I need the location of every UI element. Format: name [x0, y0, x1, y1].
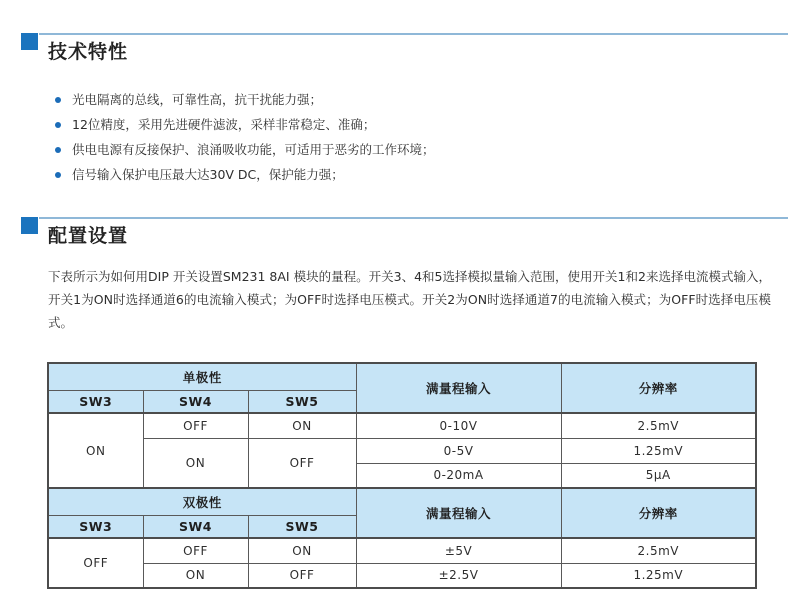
col-header-sw3: SW3	[48, 390, 143, 413]
feature-item	[55, 168, 435, 181]
cell-input-range: ±5V	[356, 538, 561, 563]
col-header-sw4: SW4	[143, 515, 248, 538]
col-header-sw5: SW5	[248, 515, 356, 538]
cell-input-range: 0-5V	[356, 438, 561, 463]
cell-sw4-state: OFF	[143, 413, 248, 438]
feature-item	[55, 93, 435, 106]
cell-sw5-state: OFF	[248, 563, 356, 588]
cell-input-range: ±2.5V	[356, 563, 561, 588]
feature-item	[55, 118, 435, 131]
col-header-sw4: SW4	[143, 390, 248, 413]
section-rule-line	[39, 33, 788, 35]
feature-text: 12位精度，采用先进硬件滤波，采样非常稳定、准确；	[72, 117, 376, 132]
cell-sw4-state: OFF	[143, 538, 248, 563]
dip-switch-table	[47, 362, 757, 589]
bullet-dot-icon	[55, 172, 61, 178]
group-header-bipolar: 双极性	[48, 488, 356, 515]
cell-sw3-state: OFF	[48, 538, 143, 588]
cell-sw5-state: OFF	[248, 438, 356, 488]
section-header-features	[0, 33, 800, 63]
bullet-dot-icon	[55, 122, 61, 128]
cell-sw4-state: ON	[143, 438, 248, 488]
cell-resolution: 1.25mV	[561, 563, 756, 588]
config-description: 下表所示为如何用DIP 开关设置SM231 8AI 模块的量程。开关3、4和5选择模拟量输入范围，使用开关1和2来选择电流模式输入，开关1为ON时选择通道6的电流输入模式；为OFF时选择电压模式。开关2为ON时选择通道7的电流输入模式；为OFF时选择电压模式。	[48, 269, 771, 330]
col-header-full-scale: 满量程输入	[356, 488, 561, 538]
section-header-config	[0, 217, 800, 247]
col-header-sw5: SW5	[248, 390, 356, 413]
cell-input-range: 0-20mA	[356, 463, 561, 488]
group-header-unipolar: 单极性	[48, 363, 356, 390]
col-header-full-scale: 满量程输入	[356, 363, 561, 413]
cell-resolution: 2.5mV	[561, 538, 756, 563]
section-marker-square-icon	[21, 217, 38, 234]
feature-item	[55, 143, 435, 156]
cell-input-range: 0-10V	[356, 413, 561, 438]
feature-text: 光电隔离的总线，可靠性高，抗干扰能力强；	[72, 92, 323, 107]
cell-sw5-state: ON	[248, 538, 356, 563]
cell-resolution: 1.25mV	[561, 438, 756, 463]
bullet-dot-icon	[55, 147, 61, 153]
col-header-resolution: 分辨率	[561, 363, 756, 413]
feature-list	[55, 93, 435, 193]
cell-sw4-state: ON	[143, 563, 248, 588]
section-title-features: 技术特性	[48, 41, 129, 63]
feature-text: 供电电源有反接保护、浪涌吸收功能，可适用于恶劣的工作环境；	[72, 142, 435, 157]
section-marker-square-icon	[21, 33, 38, 50]
cell-sw5-state: ON	[248, 413, 356, 438]
cell-sw3-state: ON	[48, 413, 143, 488]
feature-text: 信号输入保护电压最大达30V DC，保护能力强；	[72, 167, 344, 182]
bullet-dot-icon	[55, 97, 61, 103]
section-rule-line	[39, 217, 788, 219]
section-title-config: 配置设置	[48, 225, 129, 247]
cell-resolution: 5μA	[561, 463, 756, 488]
col-header-resolution: 分辨率	[561, 488, 756, 538]
col-header-sw3: SW3	[48, 515, 143, 538]
cell-resolution: 2.5mV	[561, 413, 756, 438]
